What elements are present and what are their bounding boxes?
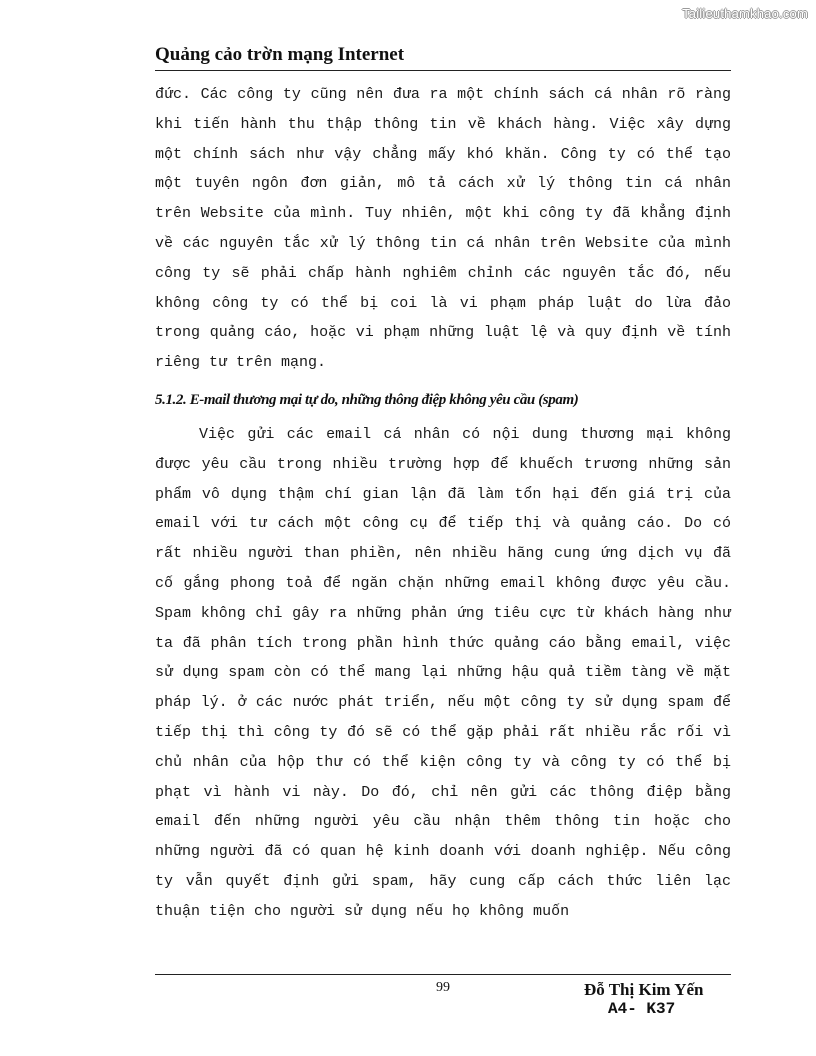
header-rule	[155, 70, 731, 71]
paragraph-continued: đức. Các công ty cũng nên đưa ra một chính sách cá nhân rõ ràng khi tiến hành thu thập thông tin về khách hàng. Việc xây dựng một chính sách như vậy chẳng mấy khó khăn. Công ty có thể tạo một tuyên ngôn đơn giản, mô tả cách xử lý thông tin cá nhân trên Website của mình. Tuy nhiên, một khi công ty đã khẳng định về các nguyên tắc xử lý thông tin cá nhân trên Website của mình công ty sẽ phải chấp hành nghiêm chỉnh các nguyên tắc đó, nếu không công ty có thể bị coi là vi phạm pháp luật do lừa đảo trong quảng cáo, hoặc vi phạm những luật lệ và quy định về tính riêng tư trên mạng.	[155, 86, 731, 372]
footer-rule	[155, 974, 731, 975]
section-heading: 5.1.2. E-mail thương mại tự do, những thông điệp không yêu cầu (spam)	[155, 391, 579, 408]
author-name: Đỗ Thị Kim Yến	[584, 980, 704, 999]
paragraph-spam: Việc gửi các email cá nhân có nội dung thương mại không được yêu cầu trong nhiều trường hợp để khuếch trương những sản phẩm vô dụng thậm chí gian lận đã làm tổn hại đến giá trị của email với tư cách một công cụ để tiếp thị và quảng cáo. Do có rất nhiều người than phiền, nên nhiều hãng cung ứng dịch vụ đã cố gắng phong toả để ngăn chặn những email không được yêu cầu. Spam không chỉ gây ra những phản ứng tiêu cực từ khách hàng như ta đã phân tích trong phần hình thức quảng cáo bằng email, việc sử dụng spam còn có thể mang lại những hậu quả tiềm tàng về mặt pháp lý. ở các nước phát triển, nếu một công ty sử dụng spam để tiếp thị thì công ty đó sẽ có thể gặp phải rất nhiều rắc rối vì chủ nhân của hộp thư có thể kiện công ty và công ty có thể bị phạt vì hành vi này. Do đó, chỉ nên gửi các thông điệp bằng email đến những người yêu cầu nhận thêm thông tin hoặc cho những người đã có quan hệ kinh doanh với doanh nghiệp. Nếu công ty vẫn quyết định gửi spam, hãy cung cấp cách thức liên lạc thuận tiện cho người sử dụng nếu họ không muốn	[155, 425, 731, 920]
watermark: Tailieuthamkhao.com	[682, 6, 808, 21]
page-header-title: Quảng cảo trờn mạng Internet	[155, 44, 405, 65]
document-body	[155, 80, 731, 927]
page-number: 99	[436, 980, 450, 995]
class-code: A4- K37	[608, 1000, 676, 1018]
